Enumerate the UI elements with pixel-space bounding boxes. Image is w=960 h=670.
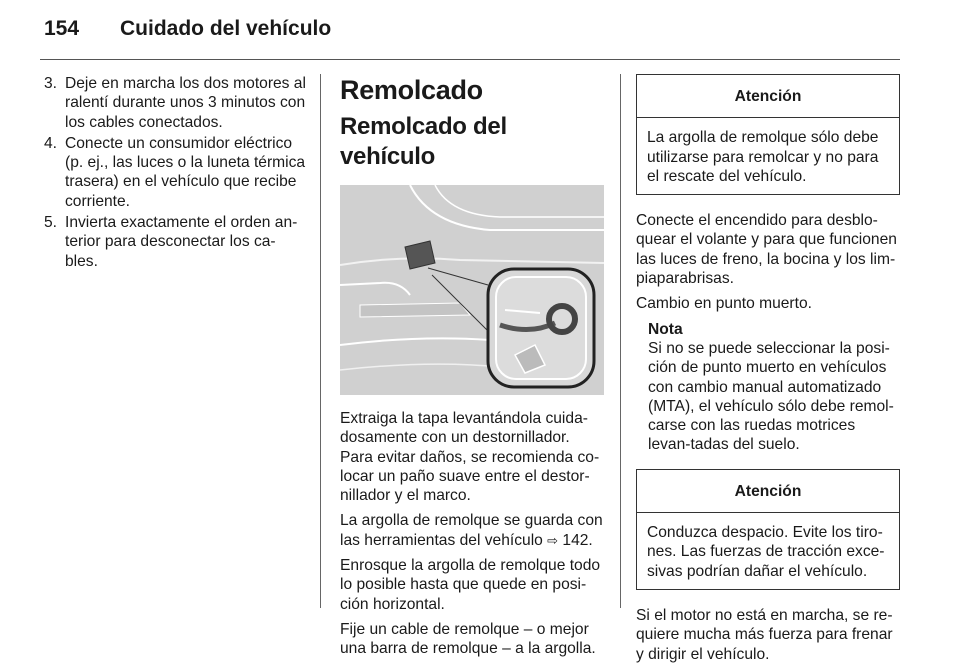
- column-middle: [340, 74, 604, 665]
- section-heading: Remolcado: [340, 75, 483, 105]
- page-number: 154: [44, 17, 80, 40]
- warning-title: Atención: [637, 75, 899, 118]
- note-block: [636, 320, 900, 455]
- list-item: [44, 213, 306, 271]
- warning-box: [636, 74, 900, 195]
- step-number: 4.: [44, 134, 58, 152]
- note-title: Nota: [648, 320, 683, 338]
- column-divider: [620, 74, 621, 608]
- column-right: [636, 74, 900, 670]
- towing-eye-illustration: [340, 185, 604, 395]
- paragraph: Cambio en punto muerto.: [636, 295, 812, 313]
- warning-text: Conduzca despacio. Evite los tiro-nes. Las fuerzas de tracción exce-sivas podrían dañar el vehículo.: [647, 524, 885, 580]
- page-reference: 142.: [558, 531, 593, 549]
- step-text: Conecte un consumidor eléctrico (p. ej., las luces o la luneta térmica trasera) en el vehículo que recibe corriente.: [65, 134, 306, 210]
- paragraph: Conecte el encendido para desblo-quear el volante y para que funcionen las luces de freno, la bocina y los lim-piaparabrisas.: [636, 212, 897, 288]
- step-text: Invierta exactamente el orden an-terior para desconectar los ca-bles.: [65, 214, 298, 270]
- step-number: 3.: [44, 75, 58, 92]
- paragraph: Fije un cable de remolque – o mejor una barra de remolque – a la argolla.: [340, 620, 596, 658]
- page-header: [44, 12, 331, 46]
- column-divider: [320, 74, 321, 608]
- warning-title: Atención: [637, 470, 899, 513]
- column-left: [44, 74, 306, 273]
- warning-text: La argolla de remolque sólo debe utilizarse para remolcar y no para el rescate del vehículo.: [647, 129, 879, 185]
- paragraph: Si el motor no está en marcha, se re-quiere mucha más fuerza para frenar y dirigir el vehículo.: [636, 606, 893, 663]
- warning-box: [636, 469, 900, 590]
- list-item: [44, 134, 306, 211]
- towing-eye-drawing: [340, 185, 604, 395]
- header-divider: [40, 59, 900, 60]
- step-text: Deje en marcha los dos motores al ralentí durante unos 3 minutos con los cables conectados.: [65, 75, 306, 131]
- note-text: Si no se puede seleccionar la posi-ción de punto muerto en vehículos con cambio manual automatizado (MTA), el vehículo sólo debe remol-carse con las ruedas motrices levan-tadas del suelo.: [648, 339, 894, 454]
- step-list: [44, 74, 306, 271]
- chapter-title: Cuidado del vehículo: [120, 17, 332, 40]
- paragraph: Extraiga la tapa levantándola cuida-dosamente con un destornillador. Para evitar daños, se recomienda co-locar un paño suave entre el destor-nillador y el marco.: [340, 410, 600, 505]
- list-item: [44, 74, 306, 132]
- paragraph-text: La argolla de remolque se guarda con las herramientas del vehículo: [340, 512, 603, 549]
- paragraph: Enrosque la argolla de remolque todo lo posible hasta que quede en posi-ción horizontal.: [340, 557, 601, 613]
- page-reference-arrow-icon: ⇨: [547, 532, 559, 548]
- subsection-heading: Remolcado del vehículo: [340, 113, 507, 170]
- paragraph: [340, 511, 604, 550]
- step-number: 5.: [44, 214, 58, 232]
